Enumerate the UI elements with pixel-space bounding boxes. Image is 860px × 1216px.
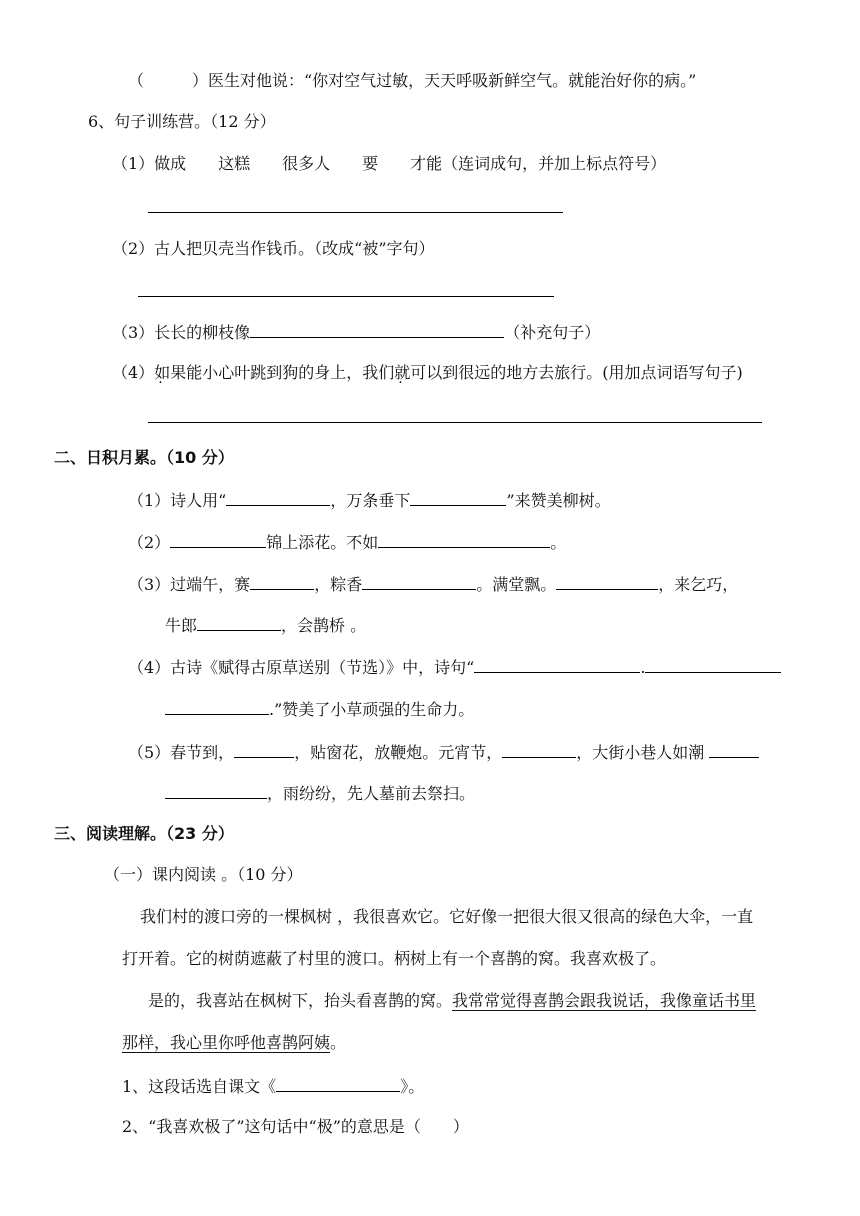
item-text: 。满堂飘。 <box>476 575 557 594</box>
question-item <box>165 698 474 721</box>
question-item <box>165 782 475 805</box>
question-item <box>128 489 611 512</box>
question-item: （1）做成 这糕 很多人 要 才能（连词成句，并加上标点符号） <box>112 154 667 173</box>
answer-blank[interactable] <box>250 321 504 338</box>
answer-blank[interactable] <box>197 614 281 631</box>
item-text: ，大街小巷人如潮 <box>576 743 705 762</box>
question-item <box>165 614 366 637</box>
question-item: （2）古人把贝壳当作钱币。（改成“被”字句） <box>112 239 435 258</box>
item-text: （4） <box>112 363 155 382</box>
question-item <box>128 656 781 679</box>
passage-text: 。 <box>330 1033 347 1052</box>
question-item <box>122 1075 424 1098</box>
dotted-char: 如 <box>154 363 171 382</box>
passage-text: 是的，我喜站在枫树下，抬头看喜鹊的窝。 <box>148 991 453 1010</box>
item-text: ，贴窗花，放鞭炮。元宵节， <box>294 743 503 762</box>
item-text: ”来赞美柳树。 <box>506 491 611 510</box>
question-item <box>128 531 566 554</box>
item-text: 果能小心叶跳到狗的身上，我们 <box>170 363 395 382</box>
answer-blank[interactable] <box>226 489 330 506</box>
subsection-heading: （一）课内阅读 。（10 分） <box>104 865 303 884</box>
item-text: .”赞美了小草顽强的生命力。 <box>269 700 475 719</box>
answer-line[interactable] <box>148 212 563 213</box>
question-item <box>128 741 759 764</box>
item-text: （1）诗人用“ <box>128 491 227 510</box>
dotted-char: 就 <box>394 363 411 382</box>
section-heading: 三、阅读理解。（23 分） <box>54 824 234 843</box>
item-text: 锦上添花。不如 <box>266 533 379 552</box>
item-text: 可以到很远的地方去旅行。(用加点词语写句子) <box>410 363 743 382</box>
item-text: ，万条垂下 <box>330 491 411 510</box>
question-item <box>112 321 600 344</box>
underlined-text: 我常常觉得喜鹊会跟我说话，我像童话书里 <box>452 991 757 1010</box>
item-text: ，来乞巧， <box>658 575 739 594</box>
answer-blank[interactable] <box>556 573 658 590</box>
item-text: ，粽香 <box>314 575 363 594</box>
answer-blank[interactable] <box>276 1075 400 1092</box>
answer-blank[interactable] <box>709 741 759 758</box>
item-text: （3）过端午，赛 <box>128 575 251 594</box>
answer-blank[interactable] <box>165 698 269 715</box>
passage-line: 我们村的渡口旁的一棵枫树 ，我很喜欢它。它好像一把很大很又很高的绿色大伞，一直 <box>140 907 754 926</box>
answer-blank[interactable] <box>250 573 314 590</box>
question-item: 2、“我喜欢极了”这句话中“极”的意思是（ ） <box>122 1117 469 1136</box>
section-heading: 二、日积月累。（10 分） <box>54 448 234 467</box>
passage-line: 打开着。它的树荫遮蔽了村里的渡口。柄树上有一个喜鹊的窝。我喜欢极了。 <box>122 949 667 968</box>
answer-blank[interactable] <box>234 741 294 758</box>
answer-blank[interactable] <box>170 531 266 548</box>
item-text: 牛郎 <box>165 616 198 635</box>
item-text: ，会鹊桥 。 <box>281 616 367 635</box>
answer-blank[interactable] <box>378 531 550 548</box>
item-text: （5）春节到， <box>128 743 235 762</box>
question-line: （ ）医生对他说：“你对空气过敏，天天呼吸新鲜空气。就能治好你的病。” <box>128 71 697 90</box>
item-text: 1、这段话选自课文《 <box>122 1077 277 1096</box>
answer-blank[interactable] <box>165 782 267 799</box>
answer-line[interactable] <box>138 296 554 297</box>
question-item <box>112 362 743 384</box>
item-text: 。 <box>550 533 567 552</box>
answer-blank[interactable] <box>645 656 781 673</box>
item-text: （3）长长的柳枝像 <box>112 323 251 342</box>
underlined-text: 那样，我心里你呼他喜鹊阿姨 <box>122 1033 331 1052</box>
answer-blank[interactable] <box>502 741 576 758</box>
question-item <box>128 573 738 596</box>
answer-blank[interactable] <box>410 489 506 506</box>
answer-line[interactable] <box>148 422 762 423</box>
passage-line <box>148 990 756 1012</box>
question-heading: 6、句子训练营。（12 分） <box>88 112 276 131</box>
answer-blank[interactable] <box>474 656 640 673</box>
item-text: （补充句子） <box>504 323 601 342</box>
item-text: . <box>640 658 646 677</box>
item-text: （2） <box>128 533 171 552</box>
item-text: 》。 <box>400 1077 425 1096</box>
passage-line <box>122 1032 346 1054</box>
item-text: ，雨纷纷，先人墓前去祭扫。 <box>267 784 476 803</box>
answer-blank[interactable] <box>362 573 476 590</box>
item-text: （4）古诗《赋得古原草送别（节选）》中，诗句“ <box>128 658 475 677</box>
